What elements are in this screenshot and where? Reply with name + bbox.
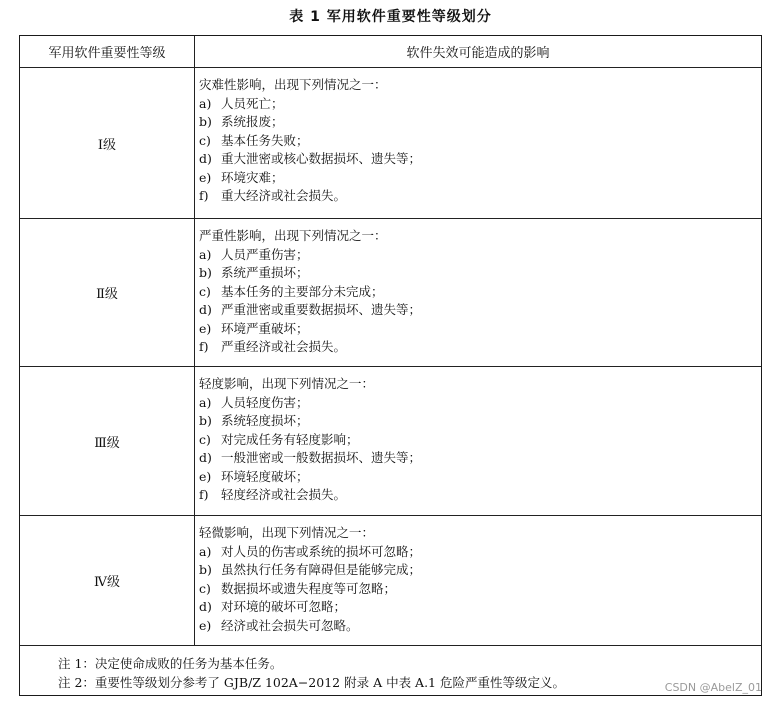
list-item bbox=[199, 449, 761, 468]
item-text: 人员死亡； bbox=[221, 95, 284, 111]
item-marker: b) bbox=[199, 265, 212, 280]
item-text: 基本任务的主要部分未完成； bbox=[221, 283, 384, 299]
item-text: 系统轻度损坏； bbox=[221, 413, 309, 428]
list-item bbox=[199, 394, 761, 413]
item-text: 严重泄密或重要数据损坏、遗失等； bbox=[221, 302, 422, 317]
item-text: 对人员的伤害或系统的损坏可忽略； bbox=[221, 543, 422, 559]
list-item bbox=[199, 150, 761, 169]
item-text: 虽然执行任务有障碍但是能够完成； bbox=[221, 562, 422, 577]
table-header-row bbox=[20, 36, 761, 68]
item-marker: e) bbox=[199, 617, 212, 633]
list-item bbox=[199, 169, 761, 188]
level-label: Ⅰ级 bbox=[20, 68, 195, 218]
list-item bbox=[199, 468, 761, 487]
item-marker: c) bbox=[199, 132, 211, 148]
table-title: 表 1 军用软件重要性等级划分 bbox=[289, 9, 492, 25]
list-item bbox=[199, 187, 761, 206]
item-text: 重大泄密或核心数据损坏、遗失等； bbox=[221, 151, 422, 166]
item-marker: c) bbox=[199, 431, 211, 447]
table-row-level-1 bbox=[20, 68, 761, 219]
item-marker: e) bbox=[199, 320, 212, 336]
item-text: 环境灾难； bbox=[221, 169, 284, 185]
impact-intro: 轻度影响，出现下列情况之一： bbox=[199, 376, 375, 391]
level-label: Ⅲ级 bbox=[20, 367, 195, 515]
item-marker: d) bbox=[199, 599, 212, 614]
item-marker: a) bbox=[199, 394, 212, 410]
item-text: 对完成任务有轻度影响； bbox=[221, 431, 359, 447]
item-marker: e) bbox=[199, 468, 212, 484]
item-marker: b) bbox=[199, 413, 212, 428]
item-marker: a) bbox=[199, 95, 212, 111]
list-item bbox=[199, 132, 761, 151]
list-item bbox=[199, 320, 761, 339]
list-item bbox=[199, 113, 761, 132]
item-marker: b) bbox=[199, 562, 212, 577]
item-text: 数据损坏或遗失程度等可忽略； bbox=[221, 580, 397, 596]
list-item bbox=[199, 617, 761, 636]
item-marker: f) bbox=[199, 188, 209, 203]
item-marker: c) bbox=[199, 580, 211, 596]
item-text: 对环境的破坏可忽略； bbox=[221, 599, 347, 614]
list-item bbox=[199, 580, 761, 599]
severity-level-table bbox=[19, 35, 762, 696]
impact-cell bbox=[195, 68, 761, 218]
table-row-level-4 bbox=[20, 516, 761, 646]
list-item bbox=[199, 95, 761, 114]
list-item bbox=[199, 431, 761, 450]
item-marker: d) bbox=[199, 302, 212, 317]
header-impact: 软件失效可能造成的影响 bbox=[406, 46, 550, 61]
impact-cell bbox=[195, 367, 761, 515]
impact-intro: 轻微影响，出现下列情况之一： bbox=[199, 525, 375, 540]
watermark: CSDN @AbelZ_01 bbox=[664, 681, 762, 694]
list-item bbox=[199, 338, 761, 357]
item-marker: d) bbox=[199, 151, 212, 166]
header-level: 军用软件重要性等级 bbox=[20, 36, 195, 67]
list-item bbox=[199, 543, 761, 562]
list-item bbox=[199, 264, 761, 283]
impact-intro: 严重性影响，出现下列情况之一： bbox=[199, 228, 387, 243]
item-text: 环境严重破坏； bbox=[221, 320, 309, 336]
level-label: Ⅱ级 bbox=[20, 219, 195, 366]
item-marker: e) bbox=[199, 169, 212, 185]
item-marker: c) bbox=[199, 283, 211, 299]
item-text: 一般泄密或一般数据损坏、遗失等； bbox=[221, 450, 422, 465]
level-label: Ⅳ级 bbox=[20, 516, 195, 645]
table-row-level-3 bbox=[20, 367, 761, 516]
item-marker: b) bbox=[199, 114, 212, 129]
item-marker: d) bbox=[199, 450, 212, 465]
list-item bbox=[199, 412, 761, 431]
impact-intro: 灾难性影响，出现下列情况之一： bbox=[199, 77, 387, 92]
item-text: 系统报废； bbox=[221, 114, 284, 129]
item-text: 人员轻度伤害； bbox=[221, 394, 309, 410]
impact-cell bbox=[195, 219, 761, 366]
item-text: 系统严重损坏； bbox=[221, 265, 309, 280]
list-item bbox=[199, 598, 761, 617]
item-text: 轻度经济或社会损失。 bbox=[221, 487, 347, 502]
item-marker: f) bbox=[199, 339, 209, 354]
list-item bbox=[199, 486, 761, 505]
table-notes bbox=[20, 646, 761, 695]
item-text: 重大经济或社会损失。 bbox=[221, 188, 347, 203]
item-text: 严重经济或社会损失。 bbox=[221, 339, 347, 354]
item-marker: a) bbox=[199, 246, 212, 262]
table-row-level-2 bbox=[20, 219, 761, 367]
note-2: 注 2：重要性等级划分参考了 GJB/Z 102A−2012 附录 A 中表 A.1 危险严重性等级定义。 bbox=[58, 675, 565, 690]
note-1: 注 1：决定使命成败的任务为基本任务。 bbox=[58, 656, 283, 671]
item-text: 人员严重伤害； bbox=[221, 246, 309, 262]
item-marker: a) bbox=[199, 543, 212, 559]
item-text: 基本任务失败； bbox=[221, 132, 309, 148]
list-item bbox=[199, 301, 761, 320]
item-text: 经济或社会损失可忽略。 bbox=[221, 617, 359, 633]
item-text: 环境轻度破坏； bbox=[221, 468, 309, 484]
list-item bbox=[199, 283, 761, 302]
list-item bbox=[199, 561, 761, 580]
list-item bbox=[199, 246, 761, 265]
impact-cell bbox=[195, 516, 761, 645]
item-marker: f) bbox=[199, 487, 209, 502]
